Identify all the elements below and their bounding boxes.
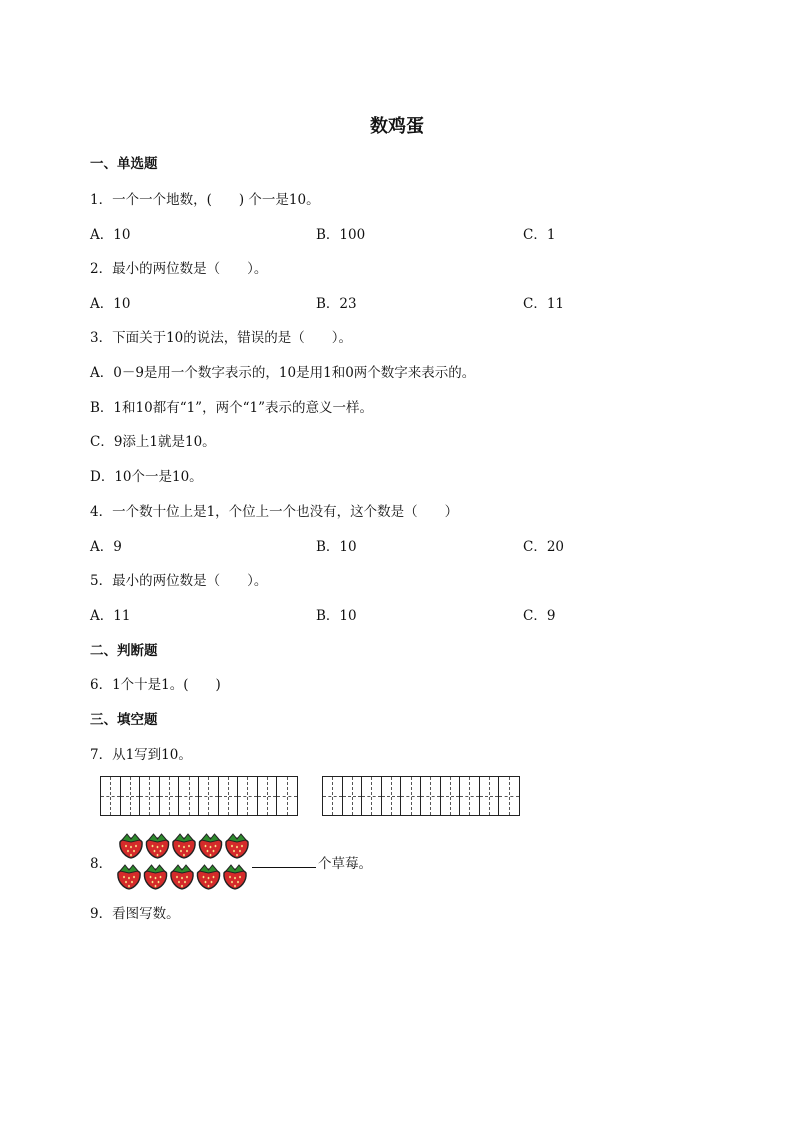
page-title: 数鸡蛋 (370, 116, 424, 137)
q1-option-a[interactable]: A．10 (90, 227, 131, 243)
q3-option-a[interactable]: A．0－9是用一个数字表示的，10是用1和0两个数字来表示的。 (90, 365, 476, 381)
question-7: 7．从1写到10。 (90, 747, 192, 763)
question-8-suffix: 个草莓。 (318, 856, 372, 872)
question-1: 1．一个一个地数，( ) 个一是10。 (90, 192, 320, 208)
question-9: 9．看图写数。 (90, 906, 180, 922)
q4-option-b[interactable]: B．10 (316, 539, 357, 555)
question-8-number: 8． (90, 856, 113, 872)
strawberry-icon (224, 865, 246, 889)
writing-grid-right[interactable] (322, 776, 520, 816)
question-3: 3．下面关于10的说法，错误的是（ ）。 (90, 330, 353, 346)
q2-option-c[interactable]: C．11 (523, 296, 565, 312)
strawberry-icon (197, 865, 219, 889)
strawberry-icon (199, 834, 221, 858)
strawberry-icon (173, 834, 195, 858)
strawberry-icon (146, 834, 168, 858)
question-4: 4．一个数十位上是1，个位上一个也没有，这个数是（ ） (90, 504, 459, 520)
strawberry-icon (118, 865, 140, 889)
q1-option-b[interactable]: B．100 (316, 227, 366, 243)
q3-option-c[interactable]: C．9添上1就是10。 (90, 434, 216, 450)
strawberry-icon (171, 865, 193, 889)
strawberry-icon (226, 834, 248, 858)
answer-blank[interactable] (252, 867, 316, 868)
q5-option-a[interactable]: A．11 (90, 608, 131, 624)
section-heading-fill-blank: 三、填空题 (90, 712, 158, 728)
question-6: 6．1个十是1。( ) (90, 677, 221, 693)
section-heading-true-false: 二、判断题 (90, 643, 158, 659)
strawberry-icon (144, 865, 166, 889)
q5-option-c[interactable]: C．9 (523, 608, 556, 624)
q2-option-a[interactable]: A．10 (90, 296, 131, 312)
q3-option-d[interactable]: D．10个一是10。 (90, 469, 203, 485)
strawberry-picture (116, 832, 256, 890)
q1-option-c[interactable]: C．1 (523, 227, 556, 243)
q4-option-a[interactable]: A．9 (90, 539, 122, 555)
question-5: 5．最小的两位数是（ ）。 (90, 573, 268, 589)
writing-grid-left[interactable] (100, 776, 298, 816)
question-2: 2．最小的两位数是（ ）。 (90, 261, 268, 277)
strawberry-icon (120, 834, 142, 858)
q5-option-b[interactable]: B．10 (316, 608, 357, 624)
q3-option-b[interactable]: B．1和10都有“1”，两个“1”表示的意义一样。 (90, 400, 373, 416)
q2-option-b[interactable]: B．23 (316, 296, 357, 312)
section-heading-single-choice: 一、单选题 (90, 156, 158, 172)
q4-option-c[interactable]: C．20 (523, 539, 565, 555)
